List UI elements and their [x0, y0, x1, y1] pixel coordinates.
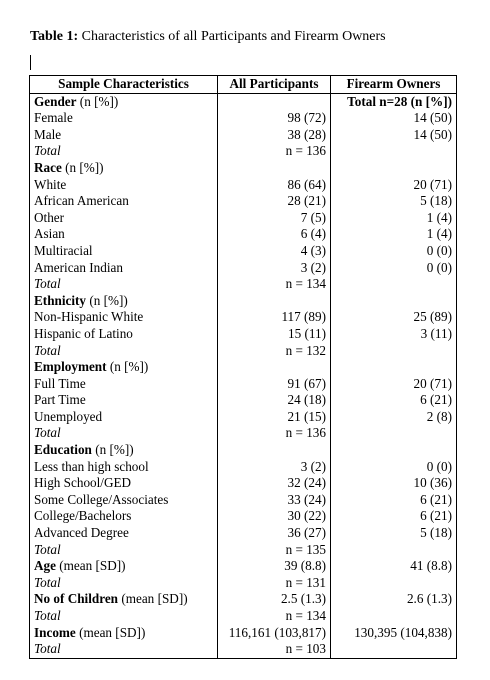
firearm-owners-cell [331, 425, 457, 442]
table-row [30, 392, 457, 409]
firearm-owners-cell [331, 575, 457, 592]
caption-label: Table 1: [30, 29, 79, 44]
firearm-owners-cell: 20 (71) [331, 376, 457, 393]
all-participants-cell: n = 132 [218, 343, 331, 360]
section-unit: (n [%]) [61, 159, 104, 175]
firearm-owners-cell [331, 293, 457, 310]
row-label: Multiracial [30, 243, 218, 260]
total-row [30, 343, 457, 360]
firearm-owners-cell: 1 (4) [331, 226, 457, 243]
all-participants-cell [218, 293, 331, 310]
text-cursor [30, 55, 31, 70]
all-participants-cell: n = 103 [218, 641, 331, 658]
section-row [30, 359, 457, 376]
total-row [30, 608, 457, 625]
firearm-owners-cell [331, 542, 457, 559]
all-participants-cell: 117 (89) [218, 309, 331, 326]
firearm-owners-cell: 14 (50) [331, 110, 457, 127]
caption-text: Characteristics of all Participants and Firearm Owners [78, 29, 386, 44]
all-participants-cell [218, 160, 331, 177]
all-participants-cell [218, 442, 331, 459]
all-participants-cell: 4 (3) [218, 243, 331, 260]
all-participants-cell: 30 (22) [218, 508, 331, 525]
firearm-owners-cell: 3 (11) [331, 326, 457, 343]
all-participants-cell: 39 (8.8) [218, 558, 331, 575]
table-row [30, 409, 457, 426]
section-title: Income [34, 624, 76, 640]
table-row [30, 492, 457, 509]
section-title: Education [34, 442, 92, 458]
all-participants-cell: n = 135 [218, 542, 331, 559]
firearm-owners-cell: 6 (21) [331, 392, 457, 409]
all-participants-cell: 32 (24) [218, 475, 331, 492]
section-unit: (n [%]) [76, 93, 119, 109]
all-participants-cell: 3 (2) [218, 260, 331, 277]
firearm-owners-cell [331, 143, 457, 160]
row-label: Total [30, 608, 218, 625]
all-participants-cell: 3 (2) [218, 459, 331, 476]
row-label [30, 558, 218, 575]
row-label: Part Time [30, 392, 218, 409]
row-label: Less than high school [30, 459, 218, 476]
firearm-owners-cell: 5 (18) [331, 525, 457, 542]
table-row [30, 226, 457, 243]
all-participants-cell [218, 359, 331, 376]
total-row [30, 276, 457, 293]
firearm-owners-cell: Total n=28 (n [%]) [331, 93, 457, 110]
firearm-owners-cell: 2.6 (1.3) [331, 591, 457, 608]
all-participants-cell: 21 (15) [218, 409, 331, 426]
header-all-participants: All Participants [218, 76, 331, 94]
row-label: Total [30, 343, 218, 360]
characteristics-table [29, 75, 457, 659]
firearm-owners-cell: 10 (36) [331, 475, 457, 492]
row-label: College/Bachelors [30, 508, 218, 525]
row-label: Other [30, 210, 218, 227]
row-label: African American [30, 193, 218, 210]
firearm-owners-cell [331, 442, 457, 459]
firearm-owners-cell: 0 (0) [331, 260, 457, 277]
section-title: Race [34, 159, 62, 175]
section-title: Ethnicity [34, 292, 87, 308]
all-participants-cell: 6 (4) [218, 226, 331, 243]
section-row [30, 591, 457, 608]
table-row [30, 309, 457, 326]
all-participants-cell: n = 136 [218, 425, 331, 442]
table-row [30, 508, 457, 525]
all-participants-cell [218, 93, 331, 110]
total-row [30, 575, 457, 592]
all-participants-cell: n = 136 [218, 143, 331, 160]
all-participants-cell: 116,161 (103,817) [218, 625, 331, 642]
firearm-owners-cell [331, 160, 457, 177]
total-row [30, 143, 457, 160]
firearm-owners-cell: 20 (71) [331, 177, 457, 194]
section-row [30, 293, 457, 310]
all-participants-cell: 98 (72) [218, 110, 331, 127]
row-label [30, 293, 218, 310]
firearm-owners-cell: 14 (50) [331, 127, 457, 144]
row-label [30, 160, 218, 177]
table-row [30, 459, 457, 476]
table-caption [30, 29, 386, 45]
table-row [30, 210, 457, 227]
firearm-owners-cell: 2 (8) [331, 409, 457, 426]
row-label [30, 442, 218, 459]
row-label: Total [30, 542, 218, 559]
section-unit: (n [%]) [106, 359, 149, 375]
section-unit: (mean [SD]) [55, 558, 126, 574]
section-title: Employment [34, 359, 107, 375]
firearm-owners-cell [331, 359, 457, 376]
total-row [30, 542, 457, 559]
row-label: Asian [30, 226, 218, 243]
table-row [30, 475, 457, 492]
row-label: Advanced Degree [30, 525, 218, 542]
section-unit: (mean [SD]) [75, 624, 146, 640]
row-label: Total [30, 143, 218, 160]
all-participants-cell: 91 (67) [218, 376, 331, 393]
all-participants-cell: n = 131 [218, 575, 331, 592]
table-row [30, 525, 457, 542]
section-row [30, 442, 457, 459]
row-label: Unemployed [30, 409, 218, 426]
firearm-owners-cell: 25 (89) [331, 309, 457, 326]
firearm-owners-cell [331, 276, 457, 293]
total-row [30, 425, 457, 442]
table-row [30, 193, 457, 210]
all-participants-cell: n = 134 [218, 276, 331, 293]
firearm-owners-cell: 0 (0) [331, 459, 457, 476]
row-label [30, 359, 218, 376]
all-participants-cell: n = 134 [218, 608, 331, 625]
section-unit: (n [%]) [91, 442, 134, 458]
header-sample-characteristics: Sample Characteristics [30, 76, 218, 94]
table-row [30, 177, 457, 194]
row-label: Some College/Associates [30, 492, 218, 509]
row-label [30, 93, 218, 110]
row-label: Total [30, 425, 218, 442]
all-participants-cell: 7 (5) [218, 210, 331, 227]
all-participants-cell: 24 (18) [218, 392, 331, 409]
row-label: Non-Hispanic White [30, 309, 218, 326]
section-row [30, 625, 457, 642]
row-label [30, 625, 218, 642]
section-unit: (n [%]) [86, 292, 128, 308]
firearm-owners-cell: 1 (4) [331, 210, 457, 227]
firearm-owners-cell: 6 (21) [331, 492, 457, 509]
row-label: Female [30, 110, 218, 127]
row-label: White [30, 177, 218, 194]
all-participants-cell: 15 (11) [218, 326, 331, 343]
row-label: Hispanic of Latino [30, 326, 218, 343]
all-participants-cell: 2.5 (1.3) [218, 591, 331, 608]
section-unit: (mean [SD]) [118, 591, 188, 607]
row-label: Total [30, 575, 218, 592]
section-title: Age [34, 558, 56, 574]
firearm-owners-cell: 5 (18) [331, 193, 457, 210]
total-row [30, 641, 457, 658]
all-participants-cell: 86 (64) [218, 177, 331, 194]
row-label: Full Time [30, 376, 218, 393]
header-firearm-owners: Firearm Owners [331, 76, 457, 94]
section-row [30, 558, 457, 575]
firearm-owners-cell: 0 (0) [331, 243, 457, 260]
table-row [30, 260, 457, 277]
section-title: No of Children [34, 591, 119, 607]
firearm-owners-cell [331, 641, 457, 658]
firearm-owners-cell: 130,395 (104,838) [331, 625, 457, 642]
row-label: High School/GED [30, 475, 218, 492]
section-row [30, 160, 457, 177]
table-row [30, 127, 457, 144]
header-row [30, 76, 457, 94]
row-label: Total [30, 276, 218, 293]
firearm-owners-cell: 6 (21) [331, 508, 457, 525]
section-title: Gender [34, 93, 77, 109]
firearm-owners-cell [331, 343, 457, 360]
table-body [30, 93, 457, 658]
row-label: Male [30, 127, 218, 144]
all-participants-cell: 33 (24) [218, 492, 331, 509]
all-participants-cell: 28 (21) [218, 193, 331, 210]
all-participants-cell: 36 (27) [218, 525, 331, 542]
firearm-owners-cell [331, 608, 457, 625]
row-label: American Indian [30, 260, 218, 277]
table-row [30, 376, 457, 393]
section-row [30, 93, 457, 110]
table-row [30, 110, 457, 127]
row-label [30, 591, 218, 608]
row-label: Total [30, 641, 218, 658]
firearm-owners-cell: 41 (8.8) [331, 558, 457, 575]
all-participants-cell: 38 (28) [218, 127, 331, 144]
table-row [30, 243, 457, 260]
table-row [30, 326, 457, 343]
